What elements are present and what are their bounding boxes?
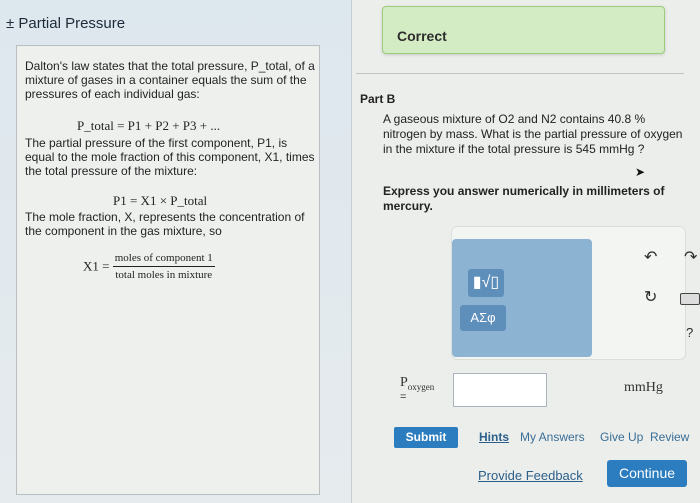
help-icon[interactable]: ? [686, 325, 694, 340]
math-editor [451, 226, 698, 360]
template-button[interactable]: ▮√▯ [468, 269, 504, 297]
divider [356, 73, 684, 74]
correct-status-box [382, 6, 665, 54]
my-answers-link[interactable]: My Answers [520, 430, 585, 444]
mole-fraction-text: The mole fraction, X, represents the concentration of the component in the gas mixture, so [25, 210, 305, 238]
question-panel [352, 0, 700, 503]
dalton-intro [25, 59, 317, 101]
fraction-numerator: moles of component 1 [113, 251, 215, 267]
hints-link[interactable]: Hints [479, 430, 509, 444]
panel-title: ± Partial Pressure [6, 15, 126, 32]
unit-label: mmHg [624, 380, 663, 395]
redo-icon[interactable]: ↷ [684, 249, 698, 266]
undo-icon[interactable]: ↶ [644, 249, 658, 266]
instruction-text: Express you answer numerically in millimeters of mercury. [383, 184, 665, 213]
answer-var-letter: P [400, 375, 408, 390]
fraction-denominator: total moles in mixture [115, 269, 213, 281]
mole-fraction-lhs: X1 = [83, 258, 110, 274]
answer-input[interactable] [453, 373, 547, 407]
review-link[interactable]: Review [650, 430, 690, 444]
continue-button[interactable]: Continue [607, 460, 687, 487]
equals-sign: = [400, 391, 407, 403]
info-box [16, 45, 320, 495]
status-label: Correct [397, 28, 447, 44]
equation-total: P_total = P1 + P2 + P3 + ... [77, 118, 221, 133]
answer-var-subscript: oxygen [407, 381, 435, 392]
mouse-pointer-icon: ➤ [635, 165, 646, 179]
keyboard-icon[interactable] [680, 293, 700, 305]
partial-pressure-text: The partial pressure of the first component, P1, is equal to the mole fraction of this component, X1, times the total pressure of the mixture: [25, 136, 315, 178]
give-up-link[interactable]: Give Up [600, 430, 644, 444]
equation-partial: P1 = X1 × P_total [113, 193, 208, 208]
submit-button[interactable]: Submit [394, 427, 458, 448]
greek-symbols-button[interactable]: ΑΣφ [460, 305, 506, 331]
math-toolbar [452, 239, 592, 357]
part-label: Part B [360, 92, 396, 106]
reset-icon[interactable]: ↻ [644, 289, 658, 306]
question-text: A gaseous mixture of O2 and N2 contains 40.8 % nitrogen by mass. What is the partial pressure of oxygen in the mixture if the total pressure is 545 mmHg ? [383, 112, 683, 156]
equation-mole-fraction [83, 251, 215, 282]
mole-fraction-fraction [113, 251, 215, 282]
intro-text: Dalton's law states that the total pressure, P_total, of a mixture of gases in a container equals the sum of the pressures of each individual gas: [25, 59, 315, 101]
provide-feedback-link[interactable]: Provide Feedback [478, 468, 583, 483]
answer-variable-label [400, 375, 434, 392]
